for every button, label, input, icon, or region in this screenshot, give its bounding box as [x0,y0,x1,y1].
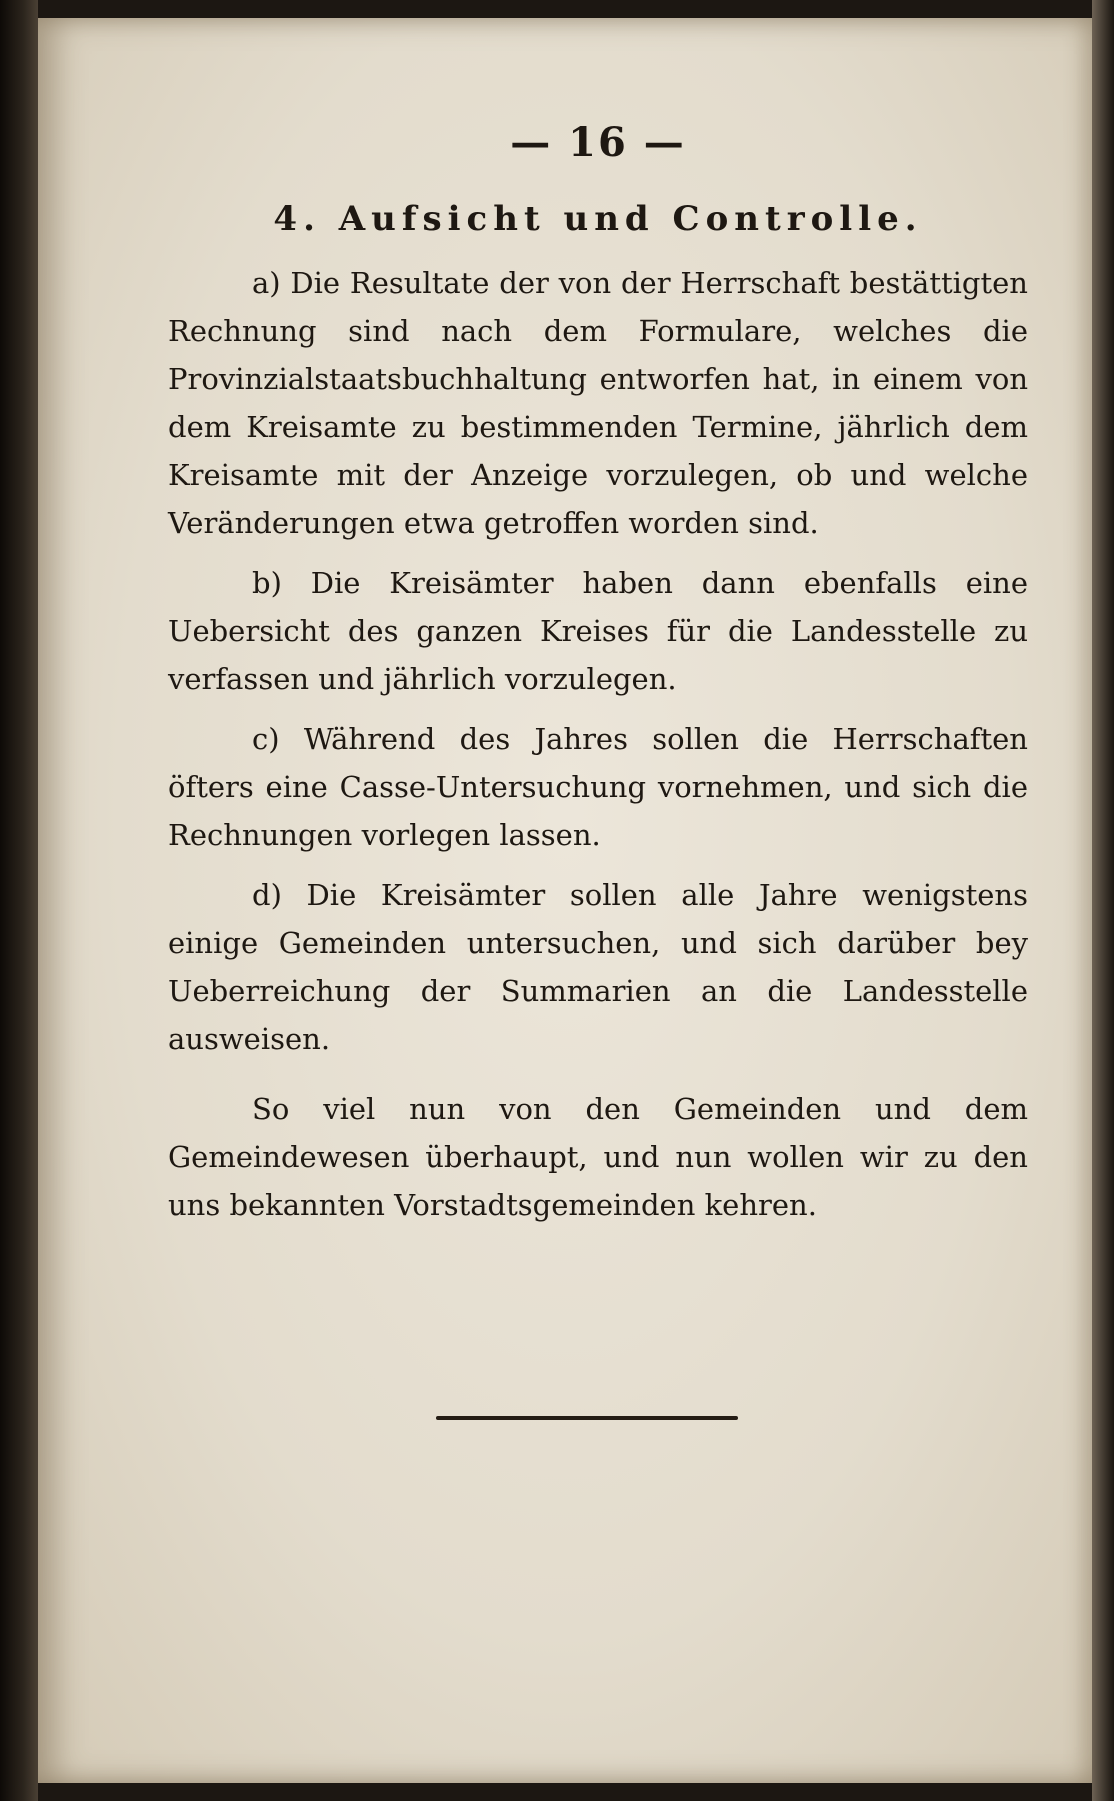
page-number: — 16 — [510,119,686,166]
paragraph-a: a) Die Resultate der von der Herrschaft bestättigten Rechnung sind nach dem Formulare, welches die Provinzialstaatsbuchhaltung entworfen hat, in einem von dem Kreisamte zu bestimmenden Termine, jährlich dem Kreisamte mit der Anzeige vorzulegen, ob und welche Veränderungen etwa getroffen worden sind. [168,266,1028,540]
book-gutter [0,0,38,1801]
page-edge [1092,0,1114,1801]
section-end-rule [436,1416,738,1420]
paragraph-b: b) Die Kreisämter haben dann ebenfalls eine Uebersicht des ganzen Kreises für die Landesstelle zu verfassen und jährlich vorzulegen. [168,566,1028,696]
book-page [38,18,1092,1783]
closing-paragraph: So viel nun von den Gemeinden und dem Gemeindewesen überhaupt, und nun wollen wir zu den uns bekannten Vorstadtsgemeinden kehren. [168,1092,1028,1222]
page-text [168,113,1028,1241]
paragraph-d: d) Die Kreisämter sollen alle Jahre wenigstens einige Gemeinden untersuchen, und sich darüber bey Ueberreichung der Summarien an die Landesstelle ausweisen. [168,878,1028,1056]
paragraph-c: c) Während des Jahres sollen die Herrschaften öfters eine Casse-Untersuchung vornehmen, und sich die Rechnungen vorlegen lassen. [168,722,1028,852]
section-heading: 4. Aufsicht und Controlle. [273,199,923,239]
